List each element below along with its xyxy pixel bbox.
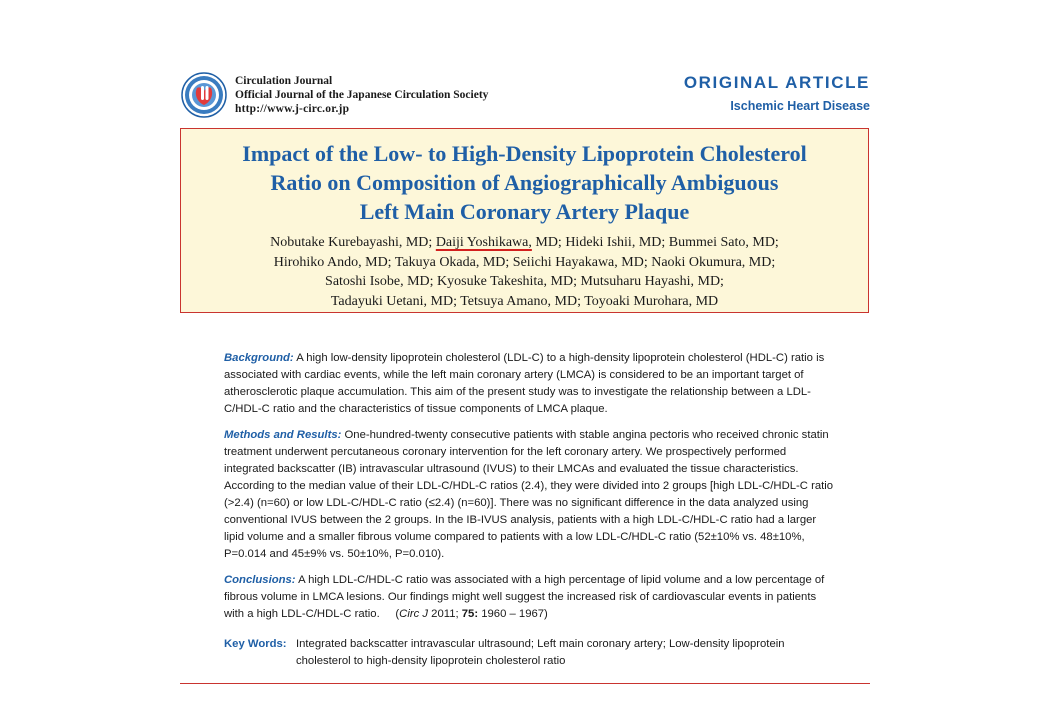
author-line-3: Satoshi Isobe, MD; Kyosuke Takeshita, MD; Mutsuharu Hayashi, MD;: [325, 274, 724, 289]
article-type: ORIGINAL ARTICLE: [683, 73, 870, 92]
journal-name: Circulation Journal: [235, 75, 333, 87]
keywords-text: Integrated backscatter intravascular ultrasound; Left main coronary artery; Low-density lipoprotein cholesterol to high-density lipoprotein cholesterol ratio: [296, 638, 785, 667]
author-line-4: Tadayuki Uetani, MD; Tetsuya Amano, MD; Toyoaki Murohara, MD: [330, 293, 719, 309]
keywords-block: [224, 636, 836, 667]
methods-text: One-hundred-twenty consecutive patients with stable angina pectoris who received chronic statin treatment underwent percutaneous coronary intervention for the left coronary artery. We prospectively performed integrated backscatter (IB) intravascular ultrasound (IVUS) to their LMCAs and evaluated the tissue characteristics. According to the median value of their LDL-C/HDL-C ratios (2.4), they were divided into 2 groups [high LDL-C/HDL-C ratio (>2.4) (n=60) or low LDL-C/HDL-C ratio (≤2.4) (n=60)]. There was no significant difference in the data analyzed using conventional IVUS between the 2 groups. In the IB-IVUS analysis, patients with a high LDL-C/HDL-C ratio had a larger lipid volume and a smaller fibrous volume compared to patients with a low LDL-C/HDL-C ratio (52±10% vs. 48±10%, P=0.014 and 45±9% vs. 50±10%, P=0.010).: [224, 429, 834, 560]
citation-journal: Circ J: [399, 608, 429, 620]
abstract-background: [224, 350, 836, 418]
conclusions-text: A high LDL-C/HDL-C ratio was associated with a high percentage of lipid volume and a low percentage of fibrous volume in LMCA lesions. Our findings might well suggest the increased risk of cardiovascular events in patients with a high LDL-C/HDL-C ratio.: [224, 574, 825, 620]
author-text: Nobutake Kurebayashi, MD;: [270, 235, 436, 250]
methods-label: Methods and Results:: [224, 429, 342, 441]
author-text: MD; Hideki Ishii, MD; Bummei Sato, MD;: [531, 235, 779, 250]
keywords-label: Key Words:: [224, 638, 287, 650]
abstract-conclusions: [224, 572, 836, 623]
author-list: [181, 233, 868, 311]
conclusions-label: Conclusions:: [224, 574, 296, 586]
title-box: [180, 128, 869, 313]
abstract-methods: [224, 427, 836, 563]
article-title: [181, 139, 868, 226]
citation-volume: 75:: [461, 608, 479, 620]
citation: (Circ J 2011; 75: 1960 – 1967): [382, 608, 548, 620]
article-type-block: [684, 73, 870, 113]
journal-url[interactable]: http://www.j-circ.or.jp: [235, 103, 350, 115]
title-line-3: Left Main Coronary Artery Plaque: [359, 199, 690, 224]
background-label: Background:: [224, 352, 294, 364]
journal-header: [235, 74, 488, 116]
author-line-1: [181, 233, 868, 253]
article-category: Ischemic Heart Disease: [730, 99, 870, 113]
title-line-1: Impact of the Low- to High-Density Lipoprotein Cholesterol: [242, 141, 807, 166]
bottom-divider: [180, 683, 870, 684]
title-line-2: Ratio on Composition of Angiographically Ambiguous: [270, 170, 779, 195]
citation-year: 2011;: [428, 608, 462, 620]
journal-official-line: Official Journal of the Japanese Circulation Society: [235, 89, 489, 101]
author-line-2: Hirohiko Ando, MD; Takuya Okada, MD; Seiichi Hayakawa, MD; Naoki Okumura, MD;: [273, 254, 776, 270]
background-text: A high low-density lipoprotein cholesterol (LDL-C) to a high-density lipoprotein cholesterol (HDL-C) ratio is associated with cardiac events, while the left main coronary artery (LMCA) is considered to be an important target of atherosclerotic plaque accumulation. This aim of the present study was to investigate the relationship between a LDL-C/HDL-C ratio and the characteristics of tissue components of LMCA plaque.: [224, 352, 825, 415]
journal-logo-icon: [181, 72, 227, 118]
citation-pages: 1960 – 1967): [478, 608, 548, 620]
highlighted-author: Daiji Yoshikawa,: [435, 235, 532, 250]
